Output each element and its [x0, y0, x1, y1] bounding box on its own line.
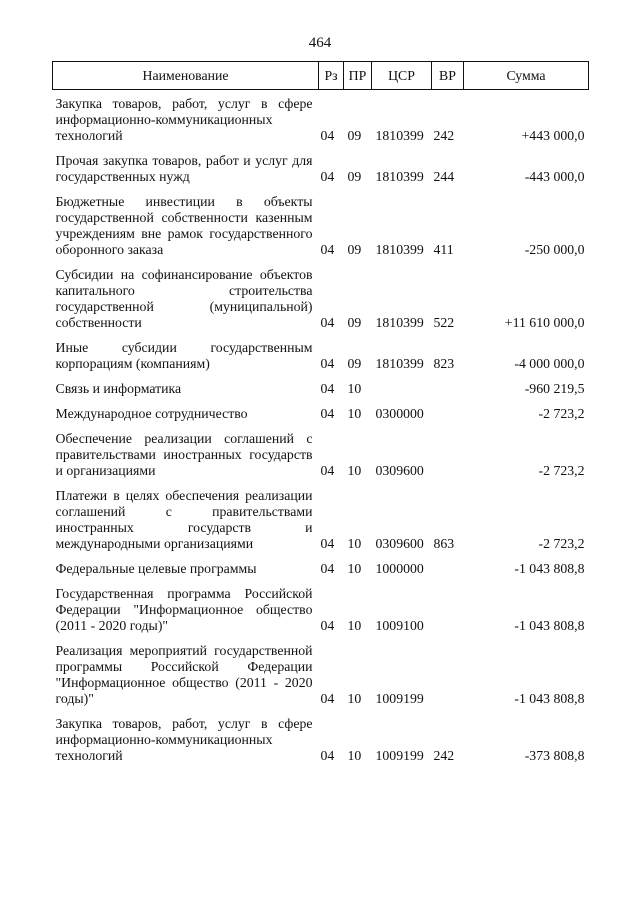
row-sum: -1 043 808,8 — [514, 691, 585, 706]
row-rz: 04 — [320, 691, 335, 706]
row-pr: 09 — [347, 169, 362, 184]
row-rz: 04 — [320, 536, 335, 551]
row-rz: 04 — [320, 242, 335, 257]
row-rz: 04 — [320, 315, 335, 330]
row-pr: 10 — [347, 618, 362, 633]
row-vr: 823 — [433, 356, 455, 371]
row-name: Реализация мероприятий государственной программы Российской Федерации "Информационное общество (2011 - 2020 годы)" — [55, 643, 313, 706]
table-body — [53, 90, 589, 765]
row-pr: 10 — [347, 463, 362, 478]
row-csr: 1009199 — [375, 691, 424, 706]
row-pr: 09 — [347, 315, 362, 330]
header-name: Наименование — [53, 62, 319, 90]
table-header-row — [53, 62, 589, 90]
table-row — [53, 479, 589, 552]
row-vr — [432, 372, 464, 397]
row-csr: 1009100 — [375, 618, 424, 633]
table-row — [53, 552, 589, 577]
page-number: 464 — [308, 35, 332, 51]
row-csr: 1000000 — [375, 561, 424, 576]
row-vr — [432, 397, 464, 422]
table-row — [53, 577, 589, 634]
row-name: Закупка товаров, работ, услуг в сфере информационно-коммуникационных технологий — [55, 716, 313, 763]
row-vr — [432, 634, 464, 707]
row-pr: 09 — [347, 128, 362, 143]
row-csr: 1810399 — [375, 169, 424, 184]
row-pr: 10 — [347, 561, 362, 576]
row-sum: -2 723,2 — [538, 536, 585, 551]
row-name: Государственная программа Российской Федерации "Информационное общество (2011 - 2020 годы)" — [55, 586, 313, 633]
row-name: Обеспечение реализации соглашений с правительствами иностранных государств и организациями — [55, 431, 313, 478]
row-rz: 04 — [320, 618, 335, 633]
row-csr: 0309600 — [375, 536, 424, 551]
row-sum: -1 043 808,8 — [514, 561, 585, 576]
row-name: Субсидии на софинансирование объектов капитального строительства государственной (муниципальной) собственности — [55, 267, 313, 330]
row-sum: -4 000 000,0 — [514, 356, 585, 371]
row-pr: 10 — [347, 748, 362, 763]
row-sum: +443 000,0 — [521, 128, 585, 143]
table-row — [53, 707, 589, 764]
row-csr: 1810399 — [375, 356, 424, 371]
row-csr: 1810399 — [375, 242, 424, 257]
row-sum: -373 808,8 — [524, 748, 585, 763]
row-sum: -2 723,2 — [538, 406, 585, 421]
row-name: Иные субсидии государственным корпорациям (компаниям) — [55, 340, 313, 371]
header-csr: ЦСР — [372, 62, 432, 90]
table-row — [53, 422, 589, 479]
table-row — [53, 90, 589, 145]
row-vr — [432, 577, 464, 634]
row-pr: 10 — [347, 536, 362, 551]
table-row — [53, 372, 589, 397]
row-csr: 1009199 — [375, 748, 424, 763]
row-sum: -250 000,0 — [524, 242, 585, 257]
row-name: Связь и информатика — [55, 381, 182, 396]
table-row — [53, 258, 589, 331]
row-name: Международное сотрудничество — [55, 406, 248, 421]
row-pr: 09 — [347, 356, 362, 371]
row-vr — [432, 552, 464, 577]
row-name: Бюджетные инвестиции в объекты государственной собственности казенным учреждениям вне рамок государственного оборонного заказа — [55, 194, 313, 257]
row-vr — [432, 422, 464, 479]
row-rz: 04 — [320, 381, 335, 396]
row-rz: 04 — [320, 169, 335, 184]
row-rz: 04 — [320, 748, 335, 763]
header-vr: ВР — [432, 62, 464, 90]
row-csr: 0309600 — [375, 463, 424, 478]
row-csr: 0300000 — [375, 406, 424, 421]
table-row — [53, 634, 589, 707]
row-rz: 04 — [320, 356, 335, 371]
table-row — [53, 397, 589, 422]
budget-table — [52, 61, 589, 764]
row-vr: 242 — [433, 128, 455, 143]
row-pr: 10 — [347, 381, 362, 396]
row-rz: 04 — [320, 463, 335, 478]
row-sum: +11 610 000,0 — [504, 315, 585, 330]
row-rz: 04 — [320, 128, 335, 143]
row-name: Прочая закупка товаров, работ и услуг для государственных нужд — [55, 153, 313, 184]
row-vr: 411 — [433, 242, 454, 257]
row-pr: 10 — [347, 406, 362, 421]
row-pr: 09 — [347, 242, 362, 257]
header-pr: ПР — [344, 62, 372, 90]
row-vr: 244 — [433, 169, 455, 184]
row-sum: -1 043 808,8 — [514, 618, 585, 633]
row-pr: 10 — [347, 691, 362, 706]
header-sum: Сумма — [464, 62, 589, 90]
row-vr: 242 — [433, 748, 455, 763]
row-rz: 04 — [320, 406, 335, 421]
row-sum: -443 000,0 — [524, 169, 585, 184]
row-rz: 04 — [320, 561, 335, 576]
table-row — [53, 331, 589, 372]
row-sum: -2 723,2 — [538, 463, 585, 478]
row-vr: 863 — [433, 536, 455, 551]
row-name: Закупка товаров, работ, услуг в сфере информационно-коммуникационных технологий — [55, 96, 313, 143]
row-name: Федеральные целевые программы — [55, 561, 257, 576]
row-csr: 1810399 — [375, 128, 424, 143]
table-row — [53, 185, 589, 258]
row-vr: 522 — [433, 315, 455, 330]
row-csr: 1810399 — [375, 315, 424, 330]
row-sum: -960 219,5 — [524, 381, 585, 396]
row-name: Платежи в целях обеспечения реализации соглашений с правительствами иностранных государств и международными организациями — [55, 488, 313, 551]
header-rz: Рз — [319, 62, 344, 90]
table-row — [53, 144, 589, 185]
row-csr — [372, 372, 432, 397]
